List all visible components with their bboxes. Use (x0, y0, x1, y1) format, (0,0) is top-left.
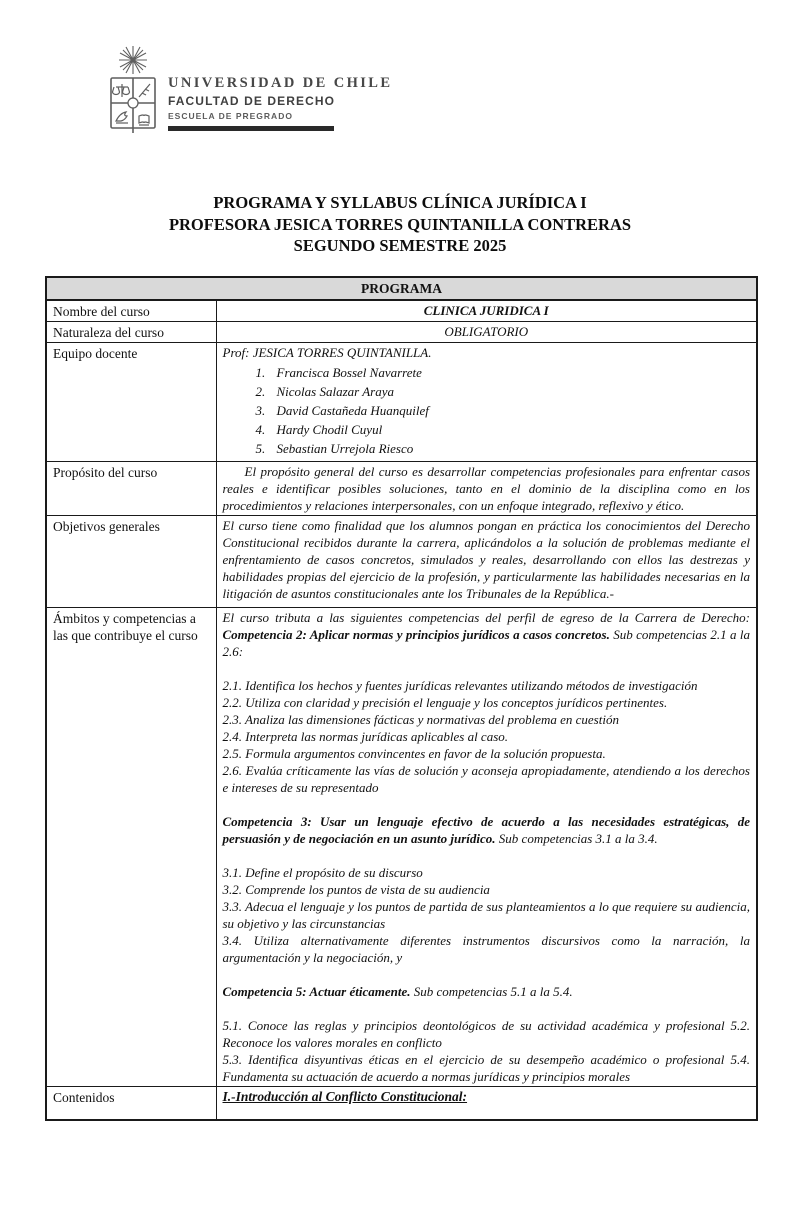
row-label-contenidos: Contenidos (46, 1087, 216, 1120)
blank-line (223, 796, 751, 813)
blank-line (223, 966, 751, 983)
table-row (46, 300, 757, 322)
table-row (46, 608, 757, 1087)
row-label-naturaleza: Naturaleza del curso (46, 322, 216, 343)
subcompetencia-item: 3.3. Adecua el lenguaje y los puntos de partida de sus planteamientos a lo que requiere su audiencia, su objetivo y las circunstancias (222, 899, 750, 931)
competencia-5-subtitle: Sub competencias 5.1 a la 5.4. (410, 984, 573, 999)
table-row (46, 343, 757, 462)
competencia-2-subtitle: Sub competencias 2.1 a la 2.6: (222, 627, 750, 659)
row-label-objetivos: Objetivos generales (46, 516, 216, 608)
table-row (46, 1087, 757, 1120)
competencia-3-subtitle: Sub competencias 3.1 a la 3.4. (495, 831, 658, 846)
program-table (45, 276, 758, 1121)
subcompetencia-item: 2.5. Formula argumentos convincentes en favor de la solución propuesta. (222, 746, 606, 761)
competencies-intro-paragraph (223, 609, 751, 660)
row-value-general-objectives (216, 516, 757, 608)
team-member-item: 5. Sebastian Urrejola Riesco (269, 439, 751, 458)
title-line-professor: PROFESORA JESICA TORRES QUINTANILLA CONTRERAS (168, 214, 632, 234)
table-row (46, 322, 757, 343)
logo-university-name: UNIVERSIDAD DE CHILE (168, 75, 393, 91)
logo-text-block (168, 44, 392, 131)
row-value-course-nature: OBLIGATORIO (216, 322, 757, 343)
blank-line (223, 660, 751, 677)
competencia-5-paragraph (223, 983, 751, 1000)
logo-divider-bar (168, 126, 334, 131)
row-value-competencies (216, 608, 757, 1087)
university-logo-block (104, 44, 392, 142)
course-purpose-text: El propósito general del curso es desarrollar competencias profesionales para enfrentar casos reales e identificar posibles soluciones, tanto en el dominio de la disciplina como en los procedimientos y relaciones interpersonales, con un enfoque integrado, reflexivo y ético. (222, 464, 750, 513)
subcompetencia-item: 3.4. Utiliza alternativamente diferentes instrumentos discursivos como la narración, la argumentación y la negociación, y (222, 933, 750, 965)
subcompetencia-item: 5.1. Conoce las reglas y principios deontológicos de su actividad académica y profesional 5.2. Reconoce los valores morales en conflicto (222, 1018, 750, 1050)
team-lead-professor: Prof: JESICA TORRES QUINTANILLA. (222, 345, 432, 360)
team-member-list (223, 363, 751, 458)
subcompetencia-item: 2.4. Interpreta las normas jurídicas aplicables al caso. (222, 729, 509, 744)
team-member-item: 3. David Castañeda Huanquilef (269, 401, 751, 420)
team-member-item: 1. Francisca Bossel Navarrete (269, 363, 751, 382)
table-header-title: PROGRAMA (46, 277, 757, 300)
title-line-course: PROGRAMA Y SYLLABUS CLÍNICA JURÍDICA I (213, 193, 587, 212)
subcompetencia-item: 5.3. Identifica disyuntivas éticas en el ejercicio de su desempeño académico o profesional 5.4. Fundamenta su actuación de acuerdo a normas jurídicas y principios morales (222, 1052, 750, 1084)
blank-line (223, 847, 751, 864)
logo-school-name: ESCUELA DE PREGRADO (168, 111, 293, 121)
team-member-item: 2. Nicolas Salazar Araya (269, 382, 751, 401)
university-crest-icon (104, 44, 162, 142)
team-member-item: 4. Hardy Chodil Cuyul (269, 420, 751, 439)
competencia-3-title: Competencia 3: Usar un lenguaje efectivo de acuerdo a las necesidades estratégicas, de persuasión y de negociación en un asunto jurídico. (222, 814, 750, 846)
row-value-course-purpose (216, 462, 757, 516)
row-value-course-name: CLINICA JURIDICA I (216, 300, 757, 322)
competencia-2-title: Competencia 2: Aplicar normas y principios jurídicos a casos concretos. (222, 627, 610, 642)
table-row (46, 516, 757, 608)
table-row (46, 462, 757, 516)
competencies-intro-text: El curso tributa a las siguientes competencias del perfil de egreso de la Carrera de Derecho: (222, 610, 750, 625)
table-header-row (46, 277, 757, 300)
row-label-proposito: Propósito del curso (46, 462, 216, 516)
document-title (0, 192, 800, 257)
row-value-contents (216, 1087, 757, 1120)
competencia-3-paragraph (223, 813, 751, 847)
general-objectives-text: El curso tiene como finalidad que los alumnos pongan en práctica los conocimientos del Derecho Constitucional recibidos durante la carrera, aplicándolos a la solución de problemas mediante el enfrentamiento de casos concretos, simulados y reales, desarrollando con ellos las destrezas y habilidades propias del ejercicio de la profesión, y particularmente las habilidades necesarias en la litigación de asuntos constitucionales ante los Tribunales de la República.- (222, 518, 750, 601)
subcompetencia-item: 2.3. Analiza las dimensiones fácticas y normativas del problema en cuestión (222, 712, 619, 727)
blank-line (223, 1000, 751, 1017)
subcompetencia-item: 2.1. Identifica los hechos y fuentes jurídicas relevantes utilizando métodos de investigación (222, 678, 698, 693)
title-line-semester: SEGUNDO SEMESTRE 2025 (293, 236, 507, 255)
subcompetencia-item: 2.2. Utiliza con claridad y precisión el lenguaje y los conceptos jurídicos pertinentes. (222, 695, 668, 710)
subcompetencia-item: 3.1. Define el propósito de su discurso (222, 865, 423, 880)
contents-section-heading: I.-Introducción al Conflicto Constitucional: (222, 1089, 468, 1104)
row-label-nombre: Nombre del curso (46, 300, 216, 322)
row-label-ambitos: Ámbitos y competencias a las que contribuye el curso (46, 608, 216, 1087)
logo-faculty-name: FACULTAD DE DERECHO (168, 94, 336, 108)
competencia-5-title: Competencia 5: Actuar éticamente. (222, 984, 411, 999)
subcompetencia-item: 2.6. Evalúa críticamente las vías de solución y aconseja apropiadamente, atendiendo a los derechos e intereses de su representado (222, 763, 750, 795)
subcompetencia-item: 3.2. Comprende los puntos de vista de su audiencia (222, 882, 490, 897)
row-label-equipo: Equipo docente (46, 343, 216, 462)
row-value-teaching-team (216, 343, 757, 462)
